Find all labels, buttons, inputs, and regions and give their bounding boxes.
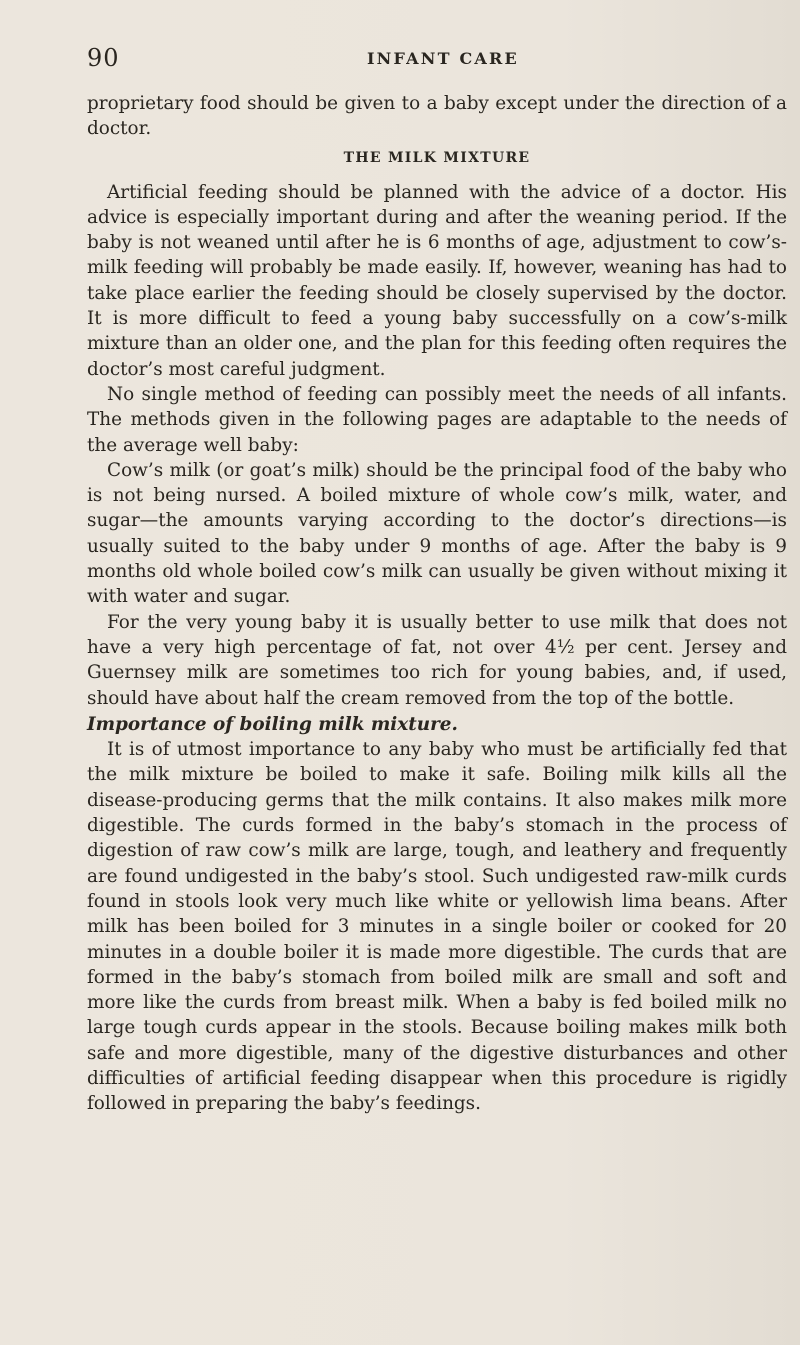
page-header bbox=[87, 44, 780, 74]
opening-paragraph: proprietary food should be given to a baby except under the direction of a doctor. bbox=[87, 93, 787, 140]
section-heading: THE MILK MIXTURE bbox=[343, 149, 531, 166]
paragraph: It is of utmost importance to any baby who must be artificially fed that the milk mixture be boiled to make it safe. Boiling milk kills all the disease-producing germs that the milk contains. It also makes milk more digestible. The curds formed in the baby’s stomach in the process of digestion of raw cow’s milk are large, tough, and leathery and frequently are found undigested in the baby’s stool. Such undigested raw-milk curds found in stools look very much like white or yellowish lima beans. After milk has been boiled for 3 minutes in a single boiler or cooked for 20 minutes in a double boiler it is made more digestible. The curds that are formed in the baby’s stomach from boiled milk are small and soft and more like the curds from breast milk. When a baby is fed boiled milk no large tough curds appear in the stools. Because boiling makes milk both safe and more digestible, many of the digestive disturbances and other difficulties of artificial feeding disappear when this procedure is rigidly followed in preparing the baby’s feedings. bbox=[87, 739, 787, 1115]
paragraph: No single method of feeding can possibly meet the needs of all infants. The methods given in the following pages are adaptable to the needs of the average well baby: bbox=[87, 383, 787, 456]
running-title: INFANT CARE bbox=[367, 49, 519, 68]
body-text bbox=[87, 91, 787, 1117]
paragraph: Cow’s milk (or goat’s milk) should be the principal food of the baby who is not being nursed. A boiled mixture of whole cow’s milk, water, and sugar—the amounts varying according to the doctor’s directions—is usually suited to the baby under 9 months of age. After the baby is 9 months old whole boiled cow’s milk can usually be given without mixing it with water and sugar. bbox=[87, 459, 787, 608]
paragraph: Artificial feeding should be planned with the advice of a doctor. His advice is especially important during and after the weaning period. If the baby is not weaned until after he is 6 months of age, adjustment to cow’s-milk feeding will probably be made easily. If, however, weaning has had to take place earlier the feeding should be closely supervised by the doctor. It is more difficult to feed a young baby successfully on a cow’s-milk mixture than an older one, and the plan for this feeding often requires the doctor’s most careful judgment. bbox=[87, 181, 787, 380]
page-number: 90 bbox=[87, 44, 120, 72]
subheading: Importance of boiling milk mixture. bbox=[87, 713, 458, 735]
paragraph: For the very young baby it is usually better to use milk that does not have a very high percentage of fat, not over 4½ per cent. Jersey and Guernsey milk are sometimes too rich for young babies, and, if used, should have about half the cream removed from the top of the bottle. bbox=[87, 611, 787, 709]
